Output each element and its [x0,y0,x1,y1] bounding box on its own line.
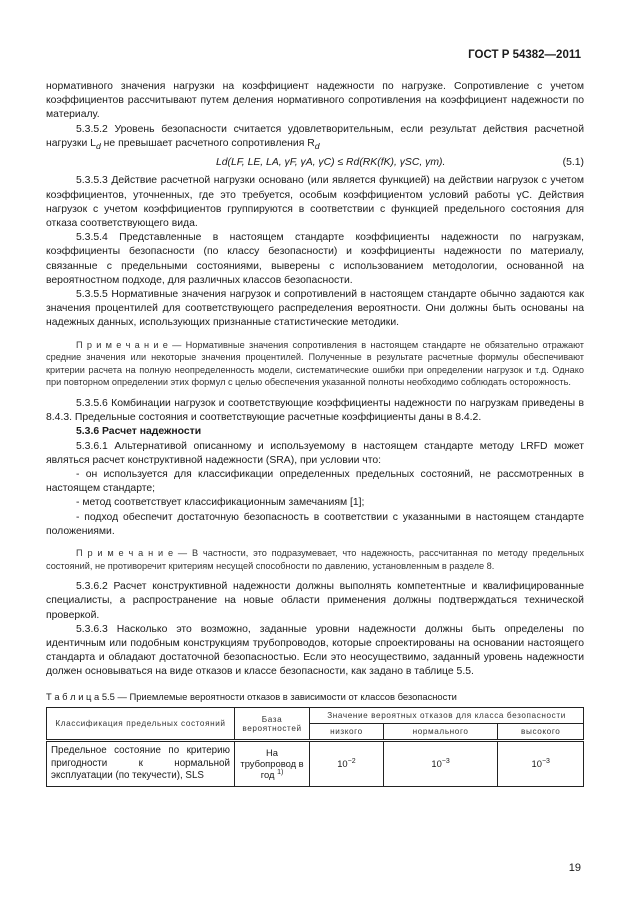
paragraph-5-3-6-2: 5.3.6.2 Расчет конструктивной надежности должны выполнять компетентные и квалифицированные специалисты, а распространение на новые области применения должны подтверждаться технической проверкой. [46,581,584,621]
bullet-3: - подход обеспечит достаточную безопасность в соответствии с указанными в настоящем стандарте положениями. [46,511,584,537]
cell-low: $10^{-2}$ [310,741,384,787]
paragraph-continued: нормативного значения нагрузки на коэффициент надежности по нагрузке. Сопротивление с учетом коэффициентов рассчитывают путем деления нормативного сопротивления на коэффициент надежности по материалу. [46,81,584,121]
paragraph-5-3-6-3: 5.3.6.3 Насколько это возможно, заданные уровни надежности должны быть определены по идентичным или подобным конструкциям трубопроводов, которые спроектированы на основании настоящего стандарта и обладают достаточной безопасностью. Если это неосуществимо, заданный уровень надежности должен основываться на виде отказов и классе безопасности, как задано в таблице 5.5. [46,623,584,678]
table-row [47,741,584,787]
cell-normal: $10^{-3}$ [383,741,498,787]
note-2: П р и м е ч а н и е — В частности, это подразумевает, что надежность, рассчитанная по методу предельных состояний, не противоречит критериям несущей способности по давлению, установленным в разделе 8. [46,547,584,571]
probability-table [46,707,584,787]
cell-high: $10^{-3}$ [498,741,584,787]
heading-5-3-6: 5.3.6 Расчет надежности [76,426,202,438]
paragraph-5-3-6-1: 5.3.6.1 Альтернативой описанному и используемому в настоящем стандарте методу LRFD может являться расчет конструктивной надежности (SRA), при условии что: [46,440,584,466]
paragraph-5-3-5-5: 5.3.5.5 Нормативные значения нагрузок и сопротивлений в настоящем стандарте обычно задаются как значения процентилей для соответствующего распределения вероятности. Они должны быть основаны на надежных данных, использующих признанные статистические методики. [46,288,584,329]
paragraph-5-3-5-2: 5.3.5.2 Уровень безопасности считается удовлетворительным, если результат действия расчетной нагрузки $L_d$ не превышает расчетного сопротивления $R_d$ [46,123,584,151]
bullet-2: - метод соответствует классификационным замечаниям [1]; [76,497,365,509]
page-number: 19 [568,862,581,874]
document-header: ГОСТ Р 54382—2011 [468,49,581,61]
document-body [46,80,584,680]
paragraph-5-3-5-3: 5.3.5.3 Действие расчетной нагрузки основано (или является функцией) на действии нагрузок с учетом коэффициентов, уточненных, где это требуется, особым коэффициентом условий работы γC. Действия нагрузок с учетом коэффициентов группируются в соответствии с функцией предельного состояния для отказа соответствующего вида. [46,175,584,229]
header-base: База вероятностей [234,708,309,741]
formula-number: (5.1) [562,157,584,169]
header-probability-group: Значение вероятных отказов для класса безопасности [310,708,584,724]
bullet-1: - он используется для классификации определенных предельных состояний, не рассмотренных в настоящем стандарте; [46,468,584,495]
paragraph-5-3-5-4: 5.3.5.4 Представленные в настоящем стандарте коэффициенты надежности по нагрузкам, коэффициенты безопасности (по классу безопасности) и коэффициенты надежности по материалу, связанные с предельными состояниями, выверены с использованием методологии, основанной на вероятностном подходе, для различных классов безопасности. [46,232,584,286]
formula-expression: Ld(LF, LE, LA, γF, γA, γC) ≤ Rd(RK(fK), γSC, γm). [216,157,446,169]
paragraph-5-3-5-6: 5.3.5.6 Комбинации нагрузок и соответствующие коэффициенты надежности по нагрузкам приведены в 8.4.3. Предельные состояния и соответствующие расчетные коэффициенты даны в 8.4.2. [46,397,584,424]
note-1: П р и м е ч а н и е — Нормативные значения сопротивления в настоящем стандарте не обязательно отражают средние значения или некоторые значения процентилей. Полученные в результате расчетные формулы обеспечивают критерии расчета на полную неопределенность модели, систематические ошибки при определении нагрузок и т.д. Однако при повторном определении этих формул с целью обеспечения указанной полноты необходимо соблюдать осторожность. [46,339,584,388]
table-caption: Т а б л и ц а 5.5 — Приемлемые вероятности отказов в зависимости от классов безопасности [46,691,457,702]
header-normal: нормального [383,724,498,741]
cell-base: На трубопровод в год $^{1)}$ [234,741,309,787]
header-low: низкого [310,724,384,741]
header-high: высокого [498,724,584,741]
cell-limit-state: Предельное состояние по критерию пригодности к нормальной эксплуатации (по текучести), SLS [47,741,235,787]
header-classification: Классификация предельных состояний [47,708,235,741]
formula-5-1 [46,156,584,170]
